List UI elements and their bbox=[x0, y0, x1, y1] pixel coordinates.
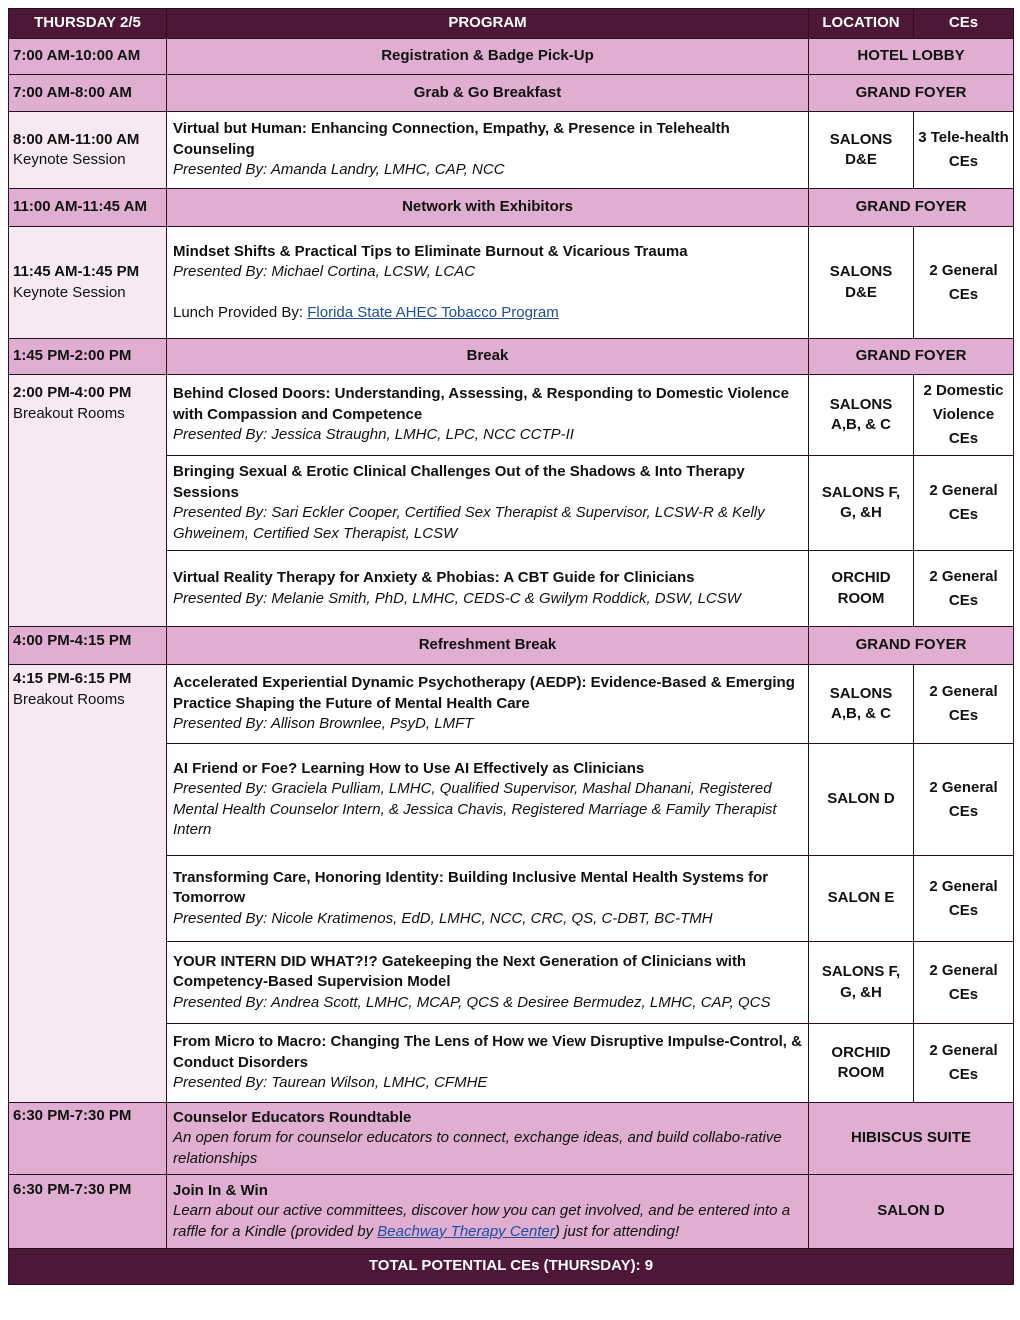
location-label: SALONS F, G, &H bbox=[809, 456, 914, 551]
session-type-label: Keynote Session bbox=[13, 283, 126, 301]
time-label: 6:30 PM-7:30 PM bbox=[13, 1181, 132, 1198]
row-join-in-win bbox=[9, 1175, 1014, 1249]
session-title: Accelerated Experiential Dynamic Psychotherapy (AEDP): Evidence-Based & Emerging Practice Shaping the Future of Mental Health Care bbox=[173, 674, 795, 712]
schedule-table bbox=[8, 8, 1014, 1285]
location-label: SALONS A,B, & C bbox=[809, 665, 914, 744]
row-breakout-2-session-1 bbox=[9, 665, 1014, 744]
presenter-text: Presented By: Graciela Pulliam, LMHC, Qualified Supervisor, Mashal Dhanani, Registered Mental Health Counselor Intern, & Jessica Chavis, Registered Marriage & Family Therapist Intern bbox=[173, 780, 777, 838]
time-label: 11:45 AM-1:45 PM bbox=[13, 263, 140, 280]
time-label: 2:00 PM-4:00 PM bbox=[13, 384, 132, 401]
location-label: SALONS D&E bbox=[809, 227, 914, 339]
raffle-sponsor-link[interactable]: Beachway Therapy Center bbox=[377, 1222, 555, 1240]
ces-label: 2 General CEs bbox=[914, 456, 1014, 551]
presenter-text: Presented By: Sari Eckler Cooper, Certified Sex Therapist & Supervisor, LCSW-R & Kelly Ghweinem, Certified Sex Therapist, LCSW bbox=[173, 504, 765, 542]
location-label: SALON D bbox=[809, 1175, 1014, 1249]
time-label: 4:15 PM-6:15 PM bbox=[13, 670, 132, 687]
presenter-text: Presented By: Andrea Scott, LMHC, MCAP, QCS & Desiree Bermudez, LMHC, CAP, QCS bbox=[173, 993, 771, 1011]
program-title: Refreshment Break bbox=[167, 627, 809, 665]
session-title: Join In & Win bbox=[173, 1181, 268, 1199]
header-location: LOCATION bbox=[809, 9, 914, 39]
presenter-text: Presented By: Amanda Landry, LMHC, CAP, NCC bbox=[173, 161, 505, 179]
presenter-text: Presented By: Nicole Kratimenos, EdD, LMHC, NCC, CRC, QS, C-DBT, BC-TMH bbox=[173, 909, 713, 927]
ces-label: 2 General CEs bbox=[914, 665, 1014, 744]
location-label: SALONS A,B, & C bbox=[809, 375, 914, 456]
header-day: THURSDAY 2/5 bbox=[9, 9, 167, 39]
session-description-end: ) just for attending! bbox=[554, 1222, 680, 1240]
location-label: ORCHID ROOM bbox=[809, 1024, 914, 1103]
total-ces-label: TOTAL POTENTIAL CEs (THURSDAY): 9 bbox=[9, 1249, 1014, 1285]
ces-label: 3 Tele-health CEs bbox=[914, 112, 1014, 189]
location-label: SALONS F, G, &H bbox=[809, 942, 914, 1024]
presenter-text: Presented By: Melanie Smith, PhD, LMHC, CEDS-C & Gwilym Roddick, DSW, LCSW bbox=[173, 589, 741, 607]
time-label: 6:30 PM-7:30 PM bbox=[13, 1107, 132, 1124]
location-label: GRAND FOYER bbox=[809, 75, 1014, 112]
row-roundtable bbox=[9, 1103, 1014, 1175]
program-title: Grab & Go Breakfast bbox=[167, 75, 809, 112]
session-type-label: Keynote Session bbox=[13, 151, 126, 168]
ces-label: 2 General CEs bbox=[914, 856, 1014, 942]
ces-label: 2 General CEs bbox=[914, 551, 1014, 627]
session-title: Virtual but Human: Enhancing Connection, Empathy, & Presence in Telehealth Counseling bbox=[173, 120, 730, 158]
header-row bbox=[9, 9, 1014, 39]
session-type-label: Breakout Rooms bbox=[13, 404, 125, 422]
program-title: Break bbox=[167, 339, 809, 375]
location-label: GRAND FOYER bbox=[809, 627, 1014, 665]
lunch-label: Lunch Provided By: bbox=[173, 303, 308, 321]
location-label: SALONS D&E bbox=[809, 112, 914, 189]
presenter-text: Presented By: Michael Cortina, LCSW, LCAC bbox=[173, 263, 476, 281]
total-row bbox=[9, 1249, 1014, 1285]
row-keynote-2 bbox=[9, 227, 1014, 339]
location-label: GRAND FOYER bbox=[809, 339, 1014, 375]
location-label: GRAND FOYER bbox=[809, 189, 1014, 227]
time-label: 7:00 AM-8:00 AM bbox=[13, 83, 132, 101]
row-break bbox=[9, 339, 1014, 375]
row-refreshment bbox=[9, 627, 1014, 665]
program-title: Network with Exhibitors bbox=[167, 189, 809, 227]
location-label: SALON E bbox=[809, 856, 914, 942]
time-label: 4:00 PM-4:15 PM bbox=[13, 632, 132, 649]
session-title: Mindset Shifts & Practical Tips to Eliminate Burnout & Vicarious Trauma bbox=[173, 242, 688, 260]
row-registration bbox=[9, 39, 1014, 75]
time-label: 7:00 AM-10:00 AM bbox=[13, 47, 141, 65]
header-ces: CEs bbox=[914, 9, 1014, 39]
ces-label: 2 General CEs bbox=[914, 227, 1014, 339]
header-program: PROGRAM bbox=[167, 9, 809, 39]
location-label: HOTEL LOBBY bbox=[809, 39, 1014, 75]
session-title: Behind Closed Doors: Understanding, Assessing, & Responding to Domestic Violence with Compassion and Competence bbox=[173, 385, 789, 423]
ces-label: 2 Domestic Violence CEs bbox=[914, 375, 1014, 456]
session-title: Virtual Reality Therapy for Anxiety & Phobias: A CBT Guide for Clinicians bbox=[173, 569, 695, 586]
location-label: ORCHID ROOM bbox=[809, 551, 914, 627]
session-description: Learn about our active committees, discover how you can get involved, and be entered into a raffle for a Kindle (provided by bbox=[173, 1202, 791, 1240]
location-label: HIBISCUS SUITE bbox=[809, 1103, 1014, 1175]
session-title: From Micro to Macro: Changing The Lens of How we View Disruptive Impulse-Control, & Conduct Disorders bbox=[173, 1033, 802, 1071]
presenter-text: Presented By: Allison Brownlee, PsyD, LMFT bbox=[173, 715, 474, 733]
lunch-sponsor-link[interactable]: Florida State AHEC Tobacco Program bbox=[307, 303, 559, 321]
time-label: 8:00 AM-11:00 AM bbox=[13, 130, 140, 148]
presenter-text: Presented By: Jessica Straughn, LMHC, LPC, NCC CCTP-II bbox=[173, 426, 574, 444]
row-breakfast bbox=[9, 75, 1014, 112]
row-breakout-1-session-1 bbox=[9, 375, 1014, 456]
session-title: Bringing Sexual & Erotic Clinical Challenges Out of the Shadows & Into Therapy Sessions bbox=[173, 463, 745, 501]
session-title: Transforming Care, Honoring Identity: Building Inclusive Mental Health Systems for Tomorrow bbox=[173, 868, 769, 907]
ces-label: 2 General CEs bbox=[914, 942, 1014, 1024]
presenter-text: Presented By: Taurean Wilson, LMHC, CFMHE bbox=[173, 1074, 488, 1092]
session-title: YOUR INTERN DID WHAT?!? Gatekeeping the Next Generation of Clinicians with Competency-Based Supervision Model bbox=[173, 952, 747, 991]
session-title: Counselor Educators Roundtable bbox=[173, 1108, 412, 1126]
session-description: An open forum for counselor educators to connect, exchange ideas, and build collabo-rative relationships bbox=[173, 1129, 782, 1167]
row-keynote-1 bbox=[9, 112, 1014, 189]
time-label: 11:00 AM-11:45 AM bbox=[13, 198, 147, 216]
ces-label: 2 General CEs bbox=[914, 744, 1014, 856]
time-label: 1:45 PM-2:00 PM bbox=[13, 347, 132, 365]
location-label: SALON D bbox=[809, 744, 914, 856]
session-title: AI Friend or Foe? Learning How to Use AI Effectively as Clinicians bbox=[173, 759, 645, 777]
ces-label: 2 General CEs bbox=[914, 1024, 1014, 1103]
program-title: Registration & Badge Pick-Up bbox=[167, 39, 809, 75]
session-type-label: Breakout Rooms bbox=[13, 690, 125, 708]
row-network bbox=[9, 189, 1014, 227]
